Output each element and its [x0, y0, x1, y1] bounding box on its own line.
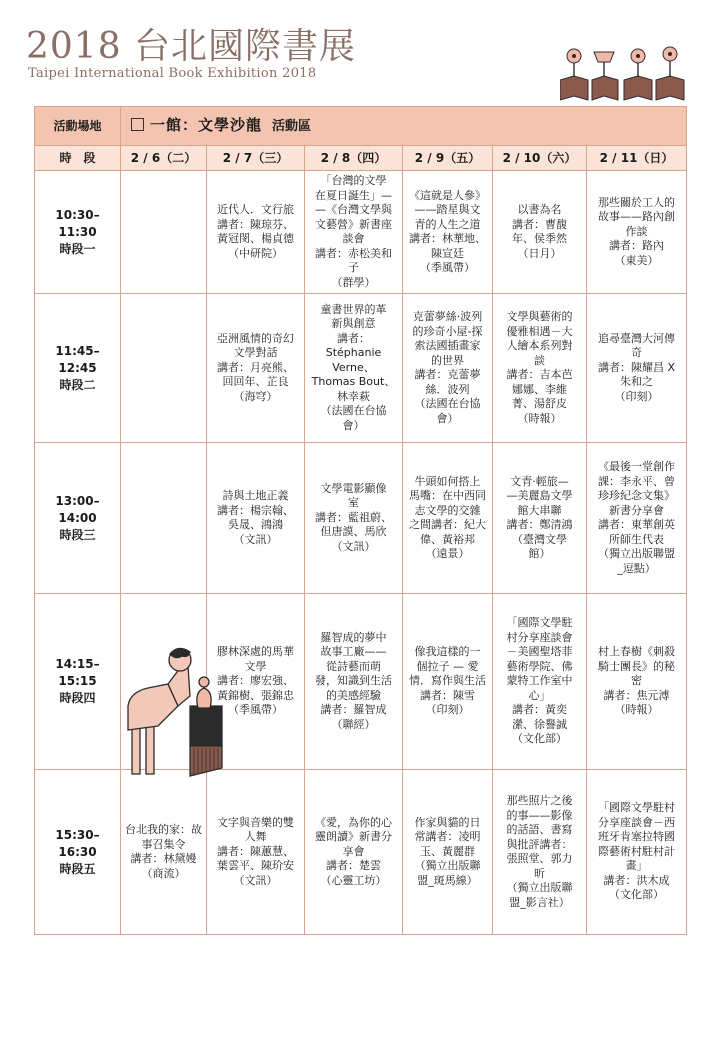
venue-zone: 活動區: [272, 119, 312, 134]
session-cell: 那些關於工人的 故事——路內創 作談 講者：路內 （東美）: [587, 171, 687, 294]
session-cell: 「國際文學駐村 分享座談會－西 班牙肯塞拉特國 際藝術村駐村計 畫」 講者：洪木成 （文化部）: [587, 770, 687, 935]
time-slot: [35, 770, 121, 935]
venue-value: [121, 107, 687, 146]
session-cell: 村上春樹《刺殺 騎士團長》的秘 密 講者：焦元溥 （時報）: [587, 594, 687, 770]
page-title: 2018 台北國際書展: [26, 26, 357, 67]
slot-name: 時段四: [59, 691, 96, 705]
session-cell: [121, 443, 207, 594]
flower-books-icon: [560, 42, 690, 102]
schedule-table: [34, 106, 687, 935]
session-cell: [121, 171, 207, 294]
session-cell: 「台灣的文學 在夏日誕生」— —《台灣文學與 文藝營》新書座 談會 講者：赤松美和 子 （群學）: [305, 171, 403, 294]
slot-time: 13:00–14:00: [55, 493, 100, 525]
session-cell: [121, 294, 207, 443]
session-cell: 台北我的家：故 事召集令 講者：林黛嫚 （商流）: [121, 770, 207, 935]
table-row: [35, 443, 687, 594]
session-cell: 追尋臺灣大河傳 奇 講者：陳耀昌 X 朱和之 （印刻）: [587, 294, 687, 443]
table-row: [35, 294, 687, 443]
session-cell: 童書世界的革 新與創意 講者： Stéphanie Verne、 Thomas Bout、 林幸萩 （法國在台協 會）: [305, 294, 403, 443]
session-cell: 文學與藝術的 優雅相遇－大 人繪本系列對 談 講者：吉本芭 娜娜、李維 菁、湯舒皮 （時報）: [493, 294, 587, 443]
venue-label: 活動場地: [35, 107, 121, 146]
venue-row: [35, 107, 687, 146]
slot-header: 時 段: [35, 146, 121, 171]
time-slot: [35, 171, 121, 294]
session-cell: 《愛，為你的心 靈朗讀》新書分 享會 講者：楚雲 （心靈工坊）: [305, 770, 403, 935]
slot-time: 10:30–11:30: [55, 207, 100, 239]
slot-name: 時段一: [59, 241, 96, 256]
slot-name: 時段二: [59, 377, 96, 392]
slot-name: 時段五: [59, 861, 96, 876]
session-cell: 克蕾夢絲‧波列 的珍奇小屋-探 索法國插畫家 的世界 講者：克蕾夢 絲．波列 （法國在台協 會）: [403, 294, 493, 443]
date-header: 2 / 8（四）: [305, 146, 403, 171]
session-cell: 《這就是人參》 ——踏星與文 青的人生之道 講者：林華地、 陳宣廷 （季風帶）: [403, 171, 493, 294]
venue-hall: 一館：文學沙龍: [150, 116, 263, 134]
time-slot: [35, 294, 121, 443]
session-cell: 那些照片之後 的事——影像 的話語、書寫 與批評講者： 張照堂、郭力 昕 （獨立出版聯 盟_影言社）: [493, 770, 587, 935]
time-slot: [35, 443, 121, 594]
session-cell: 文學電影顯像 室 講者：藍祖蔚、 但唐謨、馬欣 （文訊）: [305, 443, 403, 594]
slot-time: 15:30–16:30: [55, 827, 100, 859]
slot-time: 11:45–12:45: [55, 343, 100, 375]
person-with-vase-icon: [118, 636, 228, 781]
session-cell: 羅智成的夢中 故事工廠—— 從詩藝而萌 發，知識到生活 的美感經驗 講者：羅智成 （聯經）: [305, 594, 403, 770]
slot-name: 時段三: [59, 527, 96, 542]
session-cell: 亞洲風情的奇幻 文學對話 講者：月亮熊、 回回年、芷良 （海穹）: [207, 294, 305, 443]
session-cell: 作家與貓的日 常講者：凌明 玉、黃麗群 （獨立出版聯 盟_斑馬線）: [403, 770, 493, 935]
session-cell: 以書為名 講者：曹馥 年、侯季然 （日月）: [493, 171, 587, 294]
date-header: 2 / 9（五）: [403, 146, 493, 171]
session-cell: 文字與音樂的雙 人舞 講者：陳蕙慧、 葉雲平、陳玠安 （文訊）: [207, 770, 305, 935]
page-subtitle: Taipei International Book Exhibition 2018: [28, 66, 317, 81]
checkbox-icon: [131, 118, 144, 131]
date-header: 2 / 7（三）: [207, 146, 305, 171]
session-cell: 詩與土地正義 講者：楊宗翰、 吳晟、鴻鴻 （文訊）: [207, 443, 305, 594]
slot-time: 14:15–15:15: [55, 657, 100, 688]
session-cell: 「國際文學駐 村分享座談會 －美國聖塔菲 藝術學院、佛 蒙特工作室中 心」 講者：黃奕 瀠、徐譽誠 （文化部）: [493, 594, 587, 770]
session-cell: 膠林深處的馬華 文學 講者：廖宏強、 黃錦樹、張錦忠 （季風帶）: [207, 594, 305, 770]
date-header: 2 / 6（二）: [121, 146, 207, 171]
table-row: [35, 171, 687, 294]
session-cell: 牛頭如何搭上 馬嘴：在中西同 志文學的交雜 之間講者：紀大 偉、黃裕邦 （遠景）: [403, 443, 493, 594]
table-row: [35, 770, 687, 935]
date-header: 2 / 10（六）: [493, 146, 587, 171]
time-slot: [35, 594, 121, 770]
header-row: [35, 146, 687, 171]
session-cell: 近代人．文行旅 講者：陳琼芬、 黃冠閔、楊貞德 （中研院）: [207, 171, 305, 294]
session-cell: 像我這樣的一 個拉子 — 愛 情．寫作與生活 講者：陳雪 （印刻）: [403, 594, 493, 770]
session-cell: 文青‧輕旅— —美麗島文學 館大串聯 講者：鄭清鴻 （臺灣文學 館）: [493, 443, 587, 594]
date-header: 2 / 11（日）: [587, 146, 687, 171]
session-cell: 《最後一堂創作 課：李永平、曾 珍珍紀念文集》 新書分享會 講者：東華創英 所師生代表 （獨立出版聯盟 _逗點）: [587, 443, 687, 594]
